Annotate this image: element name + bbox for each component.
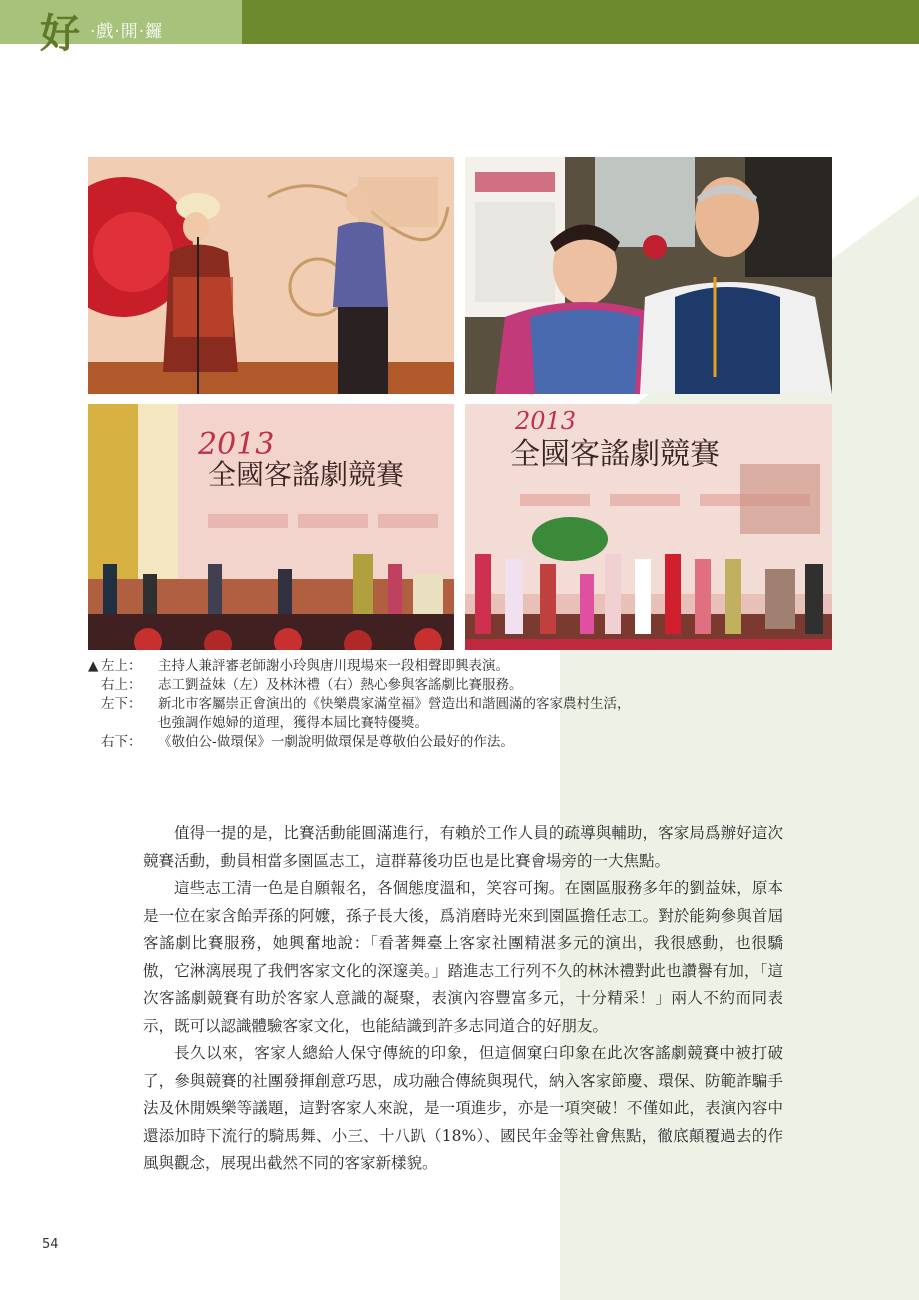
section-title-char: 好 (40, 10, 80, 57)
paragraph: 值得一提的是，比賽活動能圓滿進行，有賴於工作人員的疏導與輔助，客家局爲辦好這次競賽活動，動員相當多園區志工，這群幕後功臣也是比賽會場旁的一大焦點。 (143, 824, 783, 870)
banner-title-bottom-right: 全國客謠劇競賽 (510, 437, 720, 472)
caption-position: 右下： (101, 734, 142, 750)
photo-captions (88, 657, 708, 752)
paragraph: 這些志工清一色是自願報名，各個態度溫和，笑容可掬。在園區服務多年的劉益妹，原本是一位在家含飴弄孫的阿嬤，孫子長大後，爲消磨時光來到園區擔任志工。對於能夠參與首屆客謠劇比賽服務，她興奮地說：「看著舞臺上客家社團精湛多元的演出，我很感動，也很驕傲，它淋漓展現了我們客家文化的深邃美。」踏進志工行列不久的林沐禮對此也讚譽有加，「這次客謠劇競賽有助於客家人意識的凝聚，表演內容豐富多元，十分精采！」兩人不約而同表示，既可以認識體驗客家文化，也能結識到許多志同道合的好朋友。 (143, 879, 783, 1035)
caption-top-right (88, 676, 708, 695)
svg-text:2013: 2013 (198, 427, 275, 462)
caption-text: 《敬伯公-做環保》一劇說明做環保是尊敬伯公最好的作法。 (158, 734, 514, 750)
caption-position: 左上： (101, 658, 142, 674)
svg-text:2013: 2013 (515, 407, 577, 435)
caption-bottom-left (88, 695, 708, 733)
header-band-dark (242, 0, 919, 44)
caption-text: 主持人兼評審老師謝小玲與唐川現場來一段相聲即興表演。 (158, 658, 509, 674)
photo-top-left (88, 157, 454, 394)
photo-bottom-left (88, 404, 454, 650)
caption-bottom-right (88, 733, 708, 752)
banner-title-bottom-left: 全國客謠劇競賽 (208, 458, 405, 491)
photo-top-right (465, 157, 832, 394)
caption-position: 右上： (101, 677, 142, 693)
page-number: 54 (42, 1237, 59, 1252)
caption-text: 新北市客屬崇正會演出的《快樂農家滿堂福》營造出和諧圓滿的客家農村生活， 也強調作媳婦的道理，獲得本屆比賽特優獎。 (158, 696, 631, 731)
caption-top-left (88, 657, 708, 676)
photo-bottom-right (465, 404, 832, 650)
caption-text: 志工劉益妹（左）及林沐禮（右）熱心參與客謠劇比賽服務。 (158, 677, 523, 693)
section-title: ·戲·開·鑼 (90, 22, 164, 42)
article-body (143, 820, 783, 1178)
caption-position: 左下： (101, 696, 142, 712)
paragraph: 長久以來，客家人總給人保守傳統的印象，但這個窠臼印象在此次客謠劇競賽中被打破了，參與競賽的社團發揮創意巧思，成功融合傳統與現代，納入客家節慶、環保、防範詐騙手法及休閒娛樂等議題，這對客家人來說，是一項進步，亦是一項突破！不僅如此，表演內容中還添加時下流行的騎馬舞、小三、十八趴（18%）、國民年金等社會焦點，徹底顛覆過去的作風與觀念，展現出截然不同的客家新樣貌。 (143, 1044, 783, 1172)
triangle-icon: ▲ (88, 658, 99, 674)
